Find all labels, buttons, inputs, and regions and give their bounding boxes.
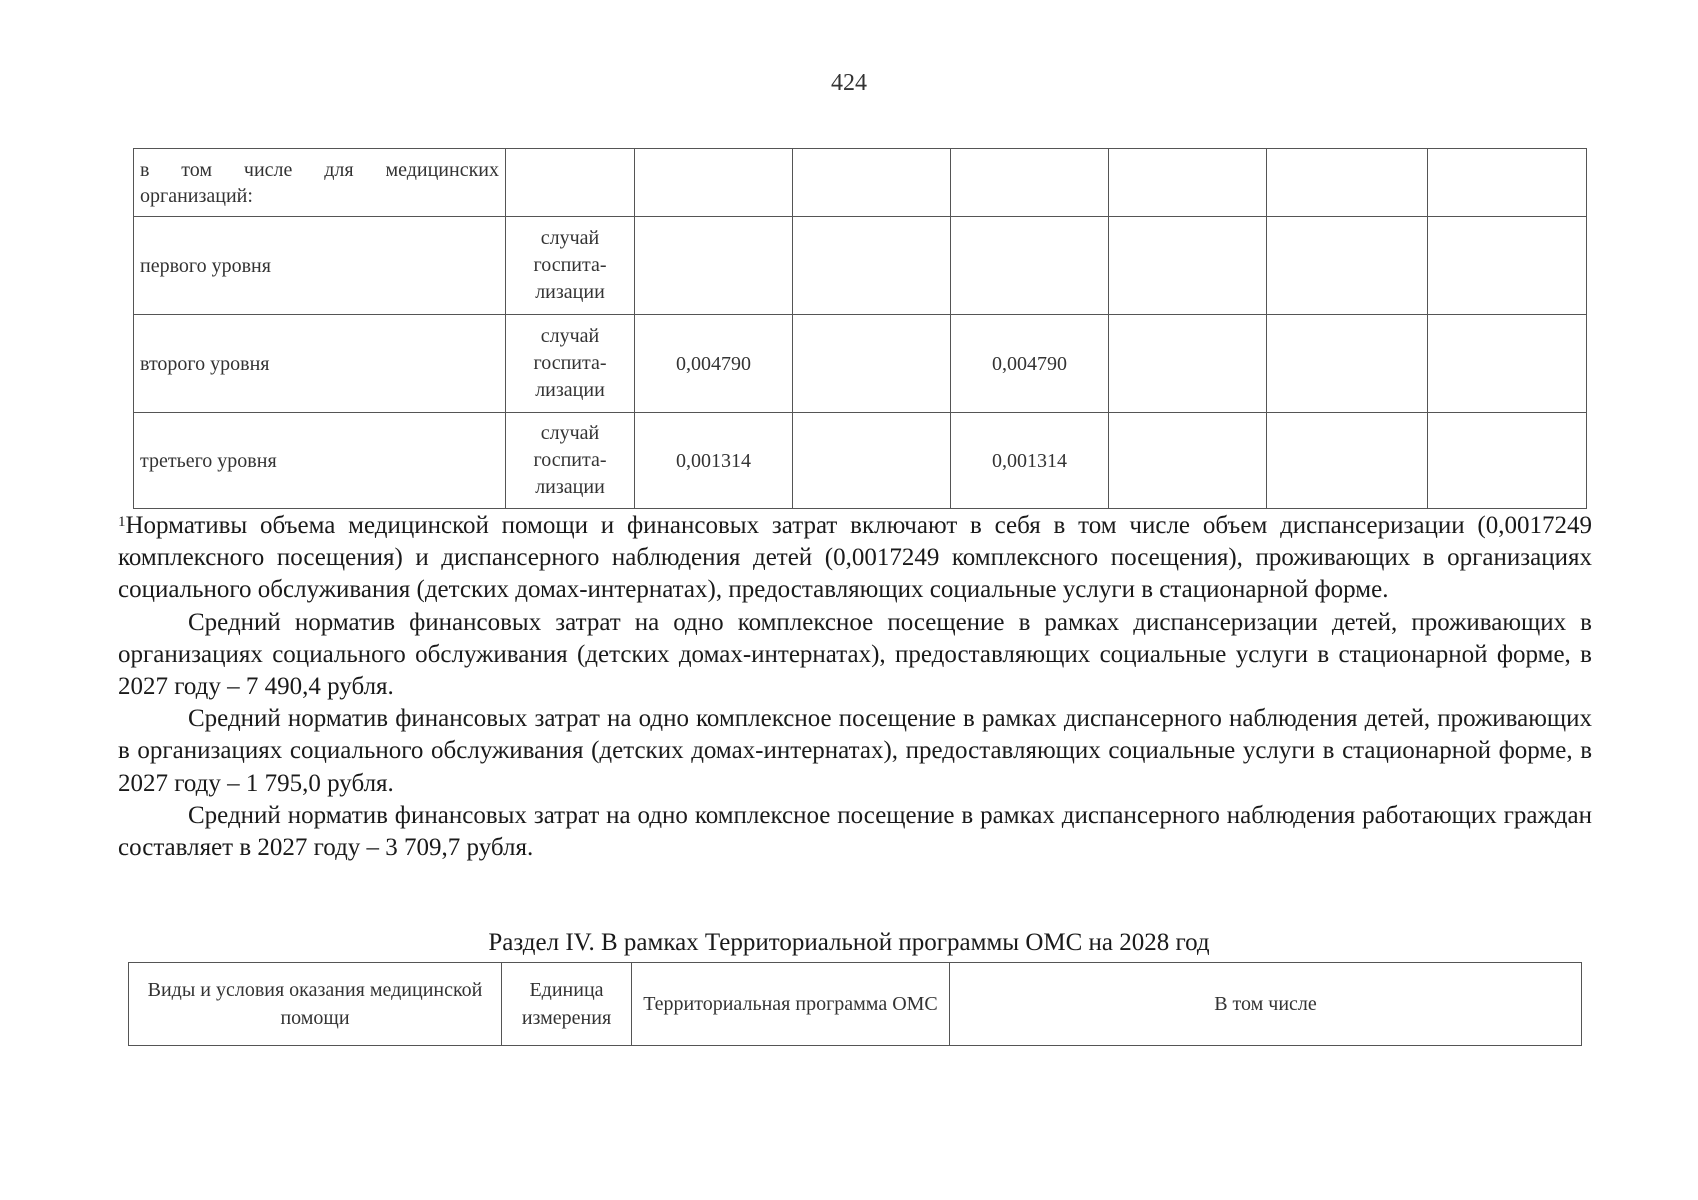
value-cell (793, 217, 951, 315)
paragraph: Средний норматив финансовых затрат на одно комплексное посещение в рамках диспансерного наблюдения работающих граждан составляет в 2027 году – 3 709,7 рубля. (118, 801, 1592, 862)
value-cell (951, 149, 1109, 217)
row-label: первого уровня (134, 217, 506, 315)
value-cell (1267, 149, 1428, 217)
table-row (134, 315, 1587, 413)
unit-line: лизации (535, 281, 605, 303)
value-cell: 0,004790 (951, 315, 1109, 413)
unit-cell (506, 413, 635, 509)
unit-line: госпита- (533, 254, 607, 276)
value-cell (635, 217, 793, 315)
unit-line: случай (540, 227, 600, 249)
unit-line: лизации (535, 379, 605, 401)
unit-line: случай (540, 422, 600, 444)
section-title: Раздел IV. В рамках Территориальной программы ОМС на 2028 год (488, 929, 1210, 956)
row-label: третьего уровня (134, 413, 506, 509)
body-text (118, 510, 1592, 864)
value-cell (951, 217, 1109, 315)
footnote-mark: 1 (118, 514, 126, 530)
volume-norms-table (133, 148, 1587, 509)
value-cell (1428, 149, 1587, 217)
value-cell (1267, 413, 1428, 509)
value-cell (1428, 315, 1587, 413)
value-cell: 0,001314 (951, 413, 1109, 509)
header-cell: Виды и условия оказания медицинской помощи (129, 963, 502, 1046)
page-number: 424 (831, 70, 867, 96)
row-label: второго уровня (134, 315, 506, 413)
unit-line: госпита- (533, 352, 607, 374)
value-cell (1109, 149, 1267, 217)
value-cell (1109, 217, 1267, 315)
table-row (134, 149, 1587, 217)
unit-line: госпита- (533, 449, 607, 471)
table-header-row (129, 963, 1582, 1046)
value-cell: 0,001314 (635, 413, 793, 509)
row-label: в том числе для медицинских организаций: (134, 149, 506, 217)
value-cell (1428, 413, 1587, 509)
value-cell (793, 315, 951, 413)
table-row (134, 217, 1587, 315)
value-cell (1109, 315, 1267, 413)
header-cell: Территориальная программа ОМС (632, 963, 950, 1046)
footnote (118, 510, 1592, 607)
unit-cell (506, 315, 635, 413)
value-cell (793, 149, 951, 217)
footnote-text: Нормативы объема медицинской помощи и финансовых затрат включают в себя в том числе объем диспансеризации (0,0017249 комплексного посещения) и диспансерного наблюдения детей (0,0017249 комплексного посещения), проживающих в организациях социального обслуживания (детских домах-интернатах), предоставляющих социальные услуги в стационарной форме. (118, 512, 1592, 604)
table-row (134, 413, 1587, 509)
value-cell (1267, 217, 1428, 315)
paragraph: Средний норматив финансовых затрат на одно комплексное посещение в рамках диспансерного наблюдения детей, проживающих в организациях социального обслуживания (детских домах-интернатах), предоставляющих социальные услуги в стационарной форме, в 2027 году – 1 795,0 рубля. (118, 705, 1592, 797)
unit-cell (506, 217, 635, 315)
header-cell: В том числе (950, 963, 1582, 1046)
unit-cell (506, 149, 635, 217)
value-cell (1267, 315, 1428, 413)
value-cell (793, 413, 951, 509)
unit-line: лизации (535, 476, 605, 498)
paragraph: Средний норматив финансовых затрат на одно комплексное посещение в рамках диспансеризации детей, проживающих в организациях социального обслуживания (детских домах-интернатах), предоставляющих социальные услуги в стационарной форме, в 2027 году – 7 490,4 рубля. (118, 608, 1592, 701)
value-cell (1109, 413, 1267, 509)
header-cell: Единица измерения (502, 963, 632, 1046)
section-iv-table (128, 962, 1582, 1046)
value-cell (635, 149, 793, 217)
unit-line: случай (540, 325, 600, 347)
value-cell (1428, 217, 1587, 315)
value-cell: 0,004790 (635, 315, 793, 413)
